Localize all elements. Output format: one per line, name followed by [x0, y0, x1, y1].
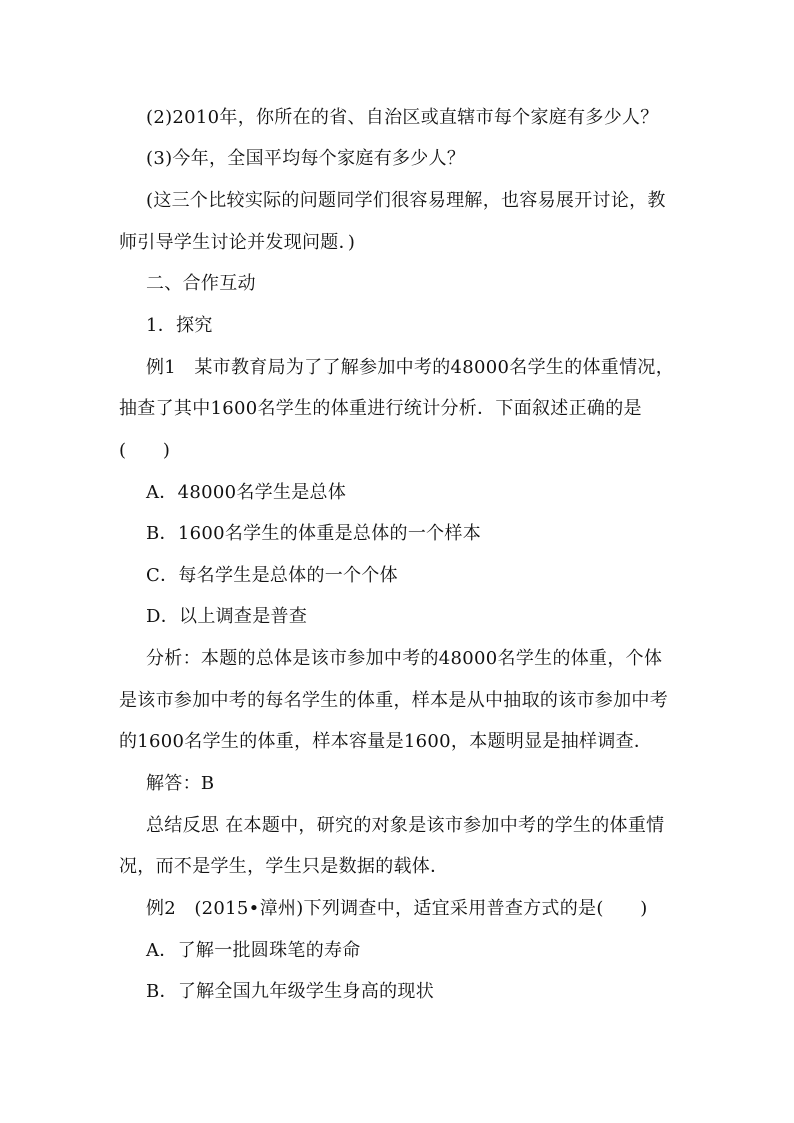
analysis-line-1: 分析：本题的总体是该市参加中考的48000名学生的体重，个体	[146, 648, 663, 669]
example-1-option-c: C．每名学生是总体的一个个体	[146, 565, 398, 586]
answer-line: 解答：B	[146, 773, 215, 794]
example-1-option-b: B．1600名学生的体重是总体的一个样本	[146, 523, 482, 544]
text-line-note-1: (这三个比较实际的问题同学们很容易理解，也容易展开讨论，教	[146, 190, 666, 211]
example-1-option-a: A．48000名学生是总体	[146, 482, 347, 503]
example-2-option-b: B．了解全国九年级学生身高的现状	[146, 981, 435, 1002]
section-heading: 二、合作互动	[146, 273, 256, 294]
example-1-option-d: D．以上调查是普查	[146, 606, 308, 627]
text-line-question-2: (2)2010年，你所在的省、自治区或直辖市每个家庭有多少人？	[146, 107, 659, 128]
text-line-note-2: 师引导学生讨论并发现问题．)	[119, 232, 356, 253]
analysis-line-3: 的1600名学生的体重，样本容量是1600，本题明显是抽样调查．	[119, 731, 653, 752]
text-line-question-3: (3)今年，全国平均每个家庭有多少人？	[146, 148, 466, 169]
analysis-line-2: 是该市参加中考的每名学生的体重，样本是从中抽取的该市参加中考	[119, 690, 668, 711]
reflection-line-1: 总结反思 在本题中，研究的对象是该市参加中考的学生的体重情	[146, 815, 665, 836]
example-1-stem-line-2: 抽查了其中1600名学生的体重进行统计分析．下面叙述正确的是	[119, 398, 642, 419]
example-2-option-a: A．了解一批圆珠笔的寿命	[146, 940, 361, 961]
subsection-heading: 1．探究	[146, 315, 213, 336]
reflection-line-2: 况，而不是学生，学生只是数据的载体．	[119, 856, 449, 877]
example-1-answer-blank: ( )	[119, 440, 171, 461]
example-2-stem: 例2 (2015•漳州)下列调查中，适宜采用普查方式的是( )	[146, 898, 648, 919]
example-1-stem-line-1: 例1 某市教育局为了了解参加中考的48000名学生的体重情况，	[146, 357, 675, 378]
